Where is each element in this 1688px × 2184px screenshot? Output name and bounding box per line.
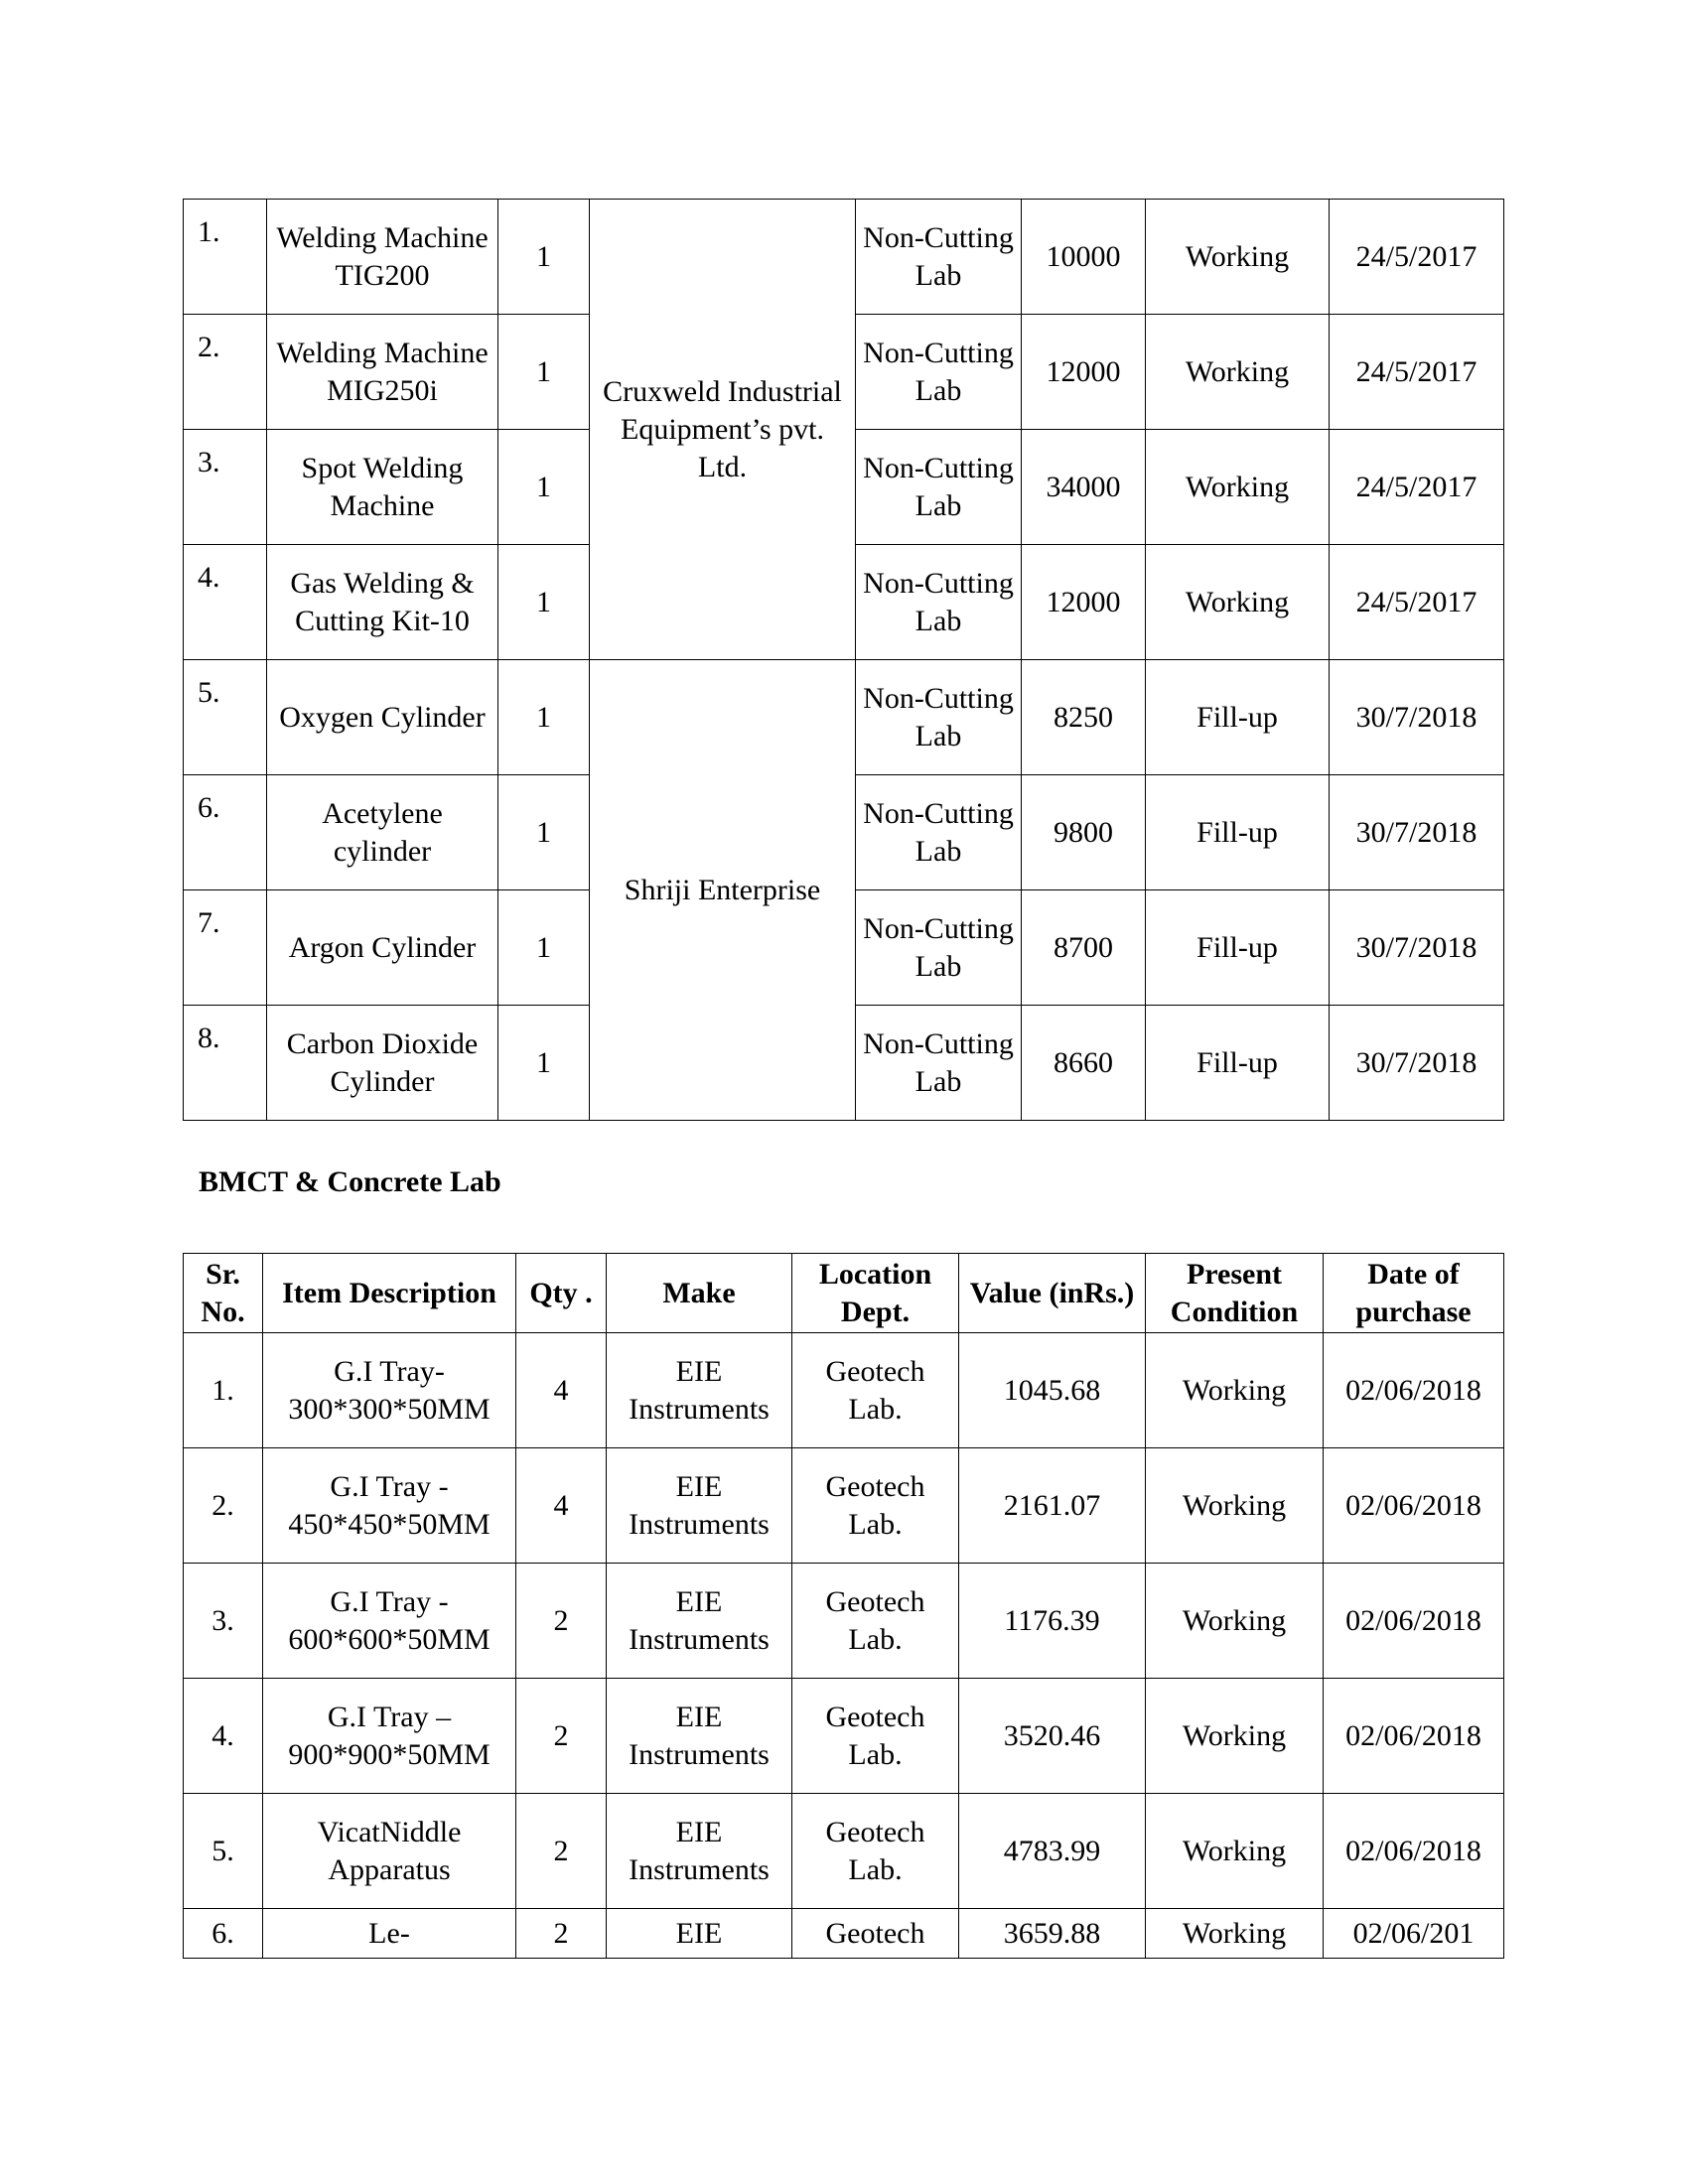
qty: 2 xyxy=(516,1679,607,1794)
header-location: Location Dept. xyxy=(792,1254,959,1333)
location: Non-Cutting Lab xyxy=(856,200,1022,315)
qty: 1 xyxy=(498,660,590,775)
sr-no: 1. xyxy=(184,1333,263,1448)
value: 1045.68 xyxy=(959,1333,1146,1448)
date: 30/7/2018 xyxy=(1330,890,1504,1006)
qty: 1 xyxy=(498,315,590,430)
item-description: Oxygen Cylinder xyxy=(267,660,498,775)
date: 30/7/2018 xyxy=(1330,1006,1504,1121)
item-description: Welding Machine TIG200 xyxy=(267,200,498,315)
qty: 1 xyxy=(498,890,590,1006)
location: Non-Cutting Lab xyxy=(856,890,1022,1006)
qty: 1 xyxy=(498,775,590,890)
table-row xyxy=(184,1909,1504,1959)
item-description: Gas Welding & Cutting Kit-10 xyxy=(267,545,498,660)
make: EIE xyxy=(607,1909,792,1959)
header-sr-no: Sr. No. xyxy=(184,1254,263,1333)
sr-no: 5. xyxy=(184,1794,263,1909)
item-description: G.I Tray - 450*450*50MM xyxy=(263,1448,516,1564)
condition: Fill-up xyxy=(1146,890,1330,1006)
equipment-table-non-cutting-lab xyxy=(183,199,1504,1121)
item-description: VicatNiddle Apparatus xyxy=(263,1794,516,1909)
sr-no: 2. xyxy=(184,1448,263,1564)
condition: Working xyxy=(1146,1794,1324,1909)
date: 24/5/2017 xyxy=(1330,315,1504,430)
qty: 1 xyxy=(498,430,590,545)
item-description: Le- xyxy=(263,1909,516,1959)
location: Non-Cutting Lab xyxy=(856,315,1022,430)
value: 3520.46 xyxy=(959,1679,1146,1794)
sr-no: 2. xyxy=(184,315,267,430)
qty: 2 xyxy=(516,1794,607,1909)
location: Non-Cutting Lab xyxy=(856,430,1022,545)
condition: Fill-up xyxy=(1146,775,1330,890)
condition: Working xyxy=(1146,1333,1324,1448)
sr-no: 4. xyxy=(184,545,267,660)
value: 8250 xyxy=(1022,660,1146,775)
location: Geotech Lab. xyxy=(792,1448,959,1564)
sr-no: 1. xyxy=(184,200,267,315)
condition: Working xyxy=(1146,200,1330,315)
item-description: Acetylene cylinder xyxy=(267,775,498,890)
date: 24/5/2017 xyxy=(1330,430,1504,545)
location: Geotech Lab. xyxy=(792,1333,959,1448)
qty: 2 xyxy=(516,1564,607,1679)
condition: Working xyxy=(1146,1564,1324,1679)
date: 02/06/2018 xyxy=(1324,1333,1504,1448)
location: Geotech Lab. xyxy=(792,1794,959,1909)
header-condition: Present Condition xyxy=(1146,1254,1324,1333)
location: Geotech xyxy=(792,1909,959,1959)
condition: Working xyxy=(1146,430,1330,545)
condition: Working xyxy=(1146,1448,1324,1564)
make: Cruxweld Industrial Equipment’s pvt. Ltd. xyxy=(590,200,856,660)
condition: Working xyxy=(1146,1909,1324,1959)
sr-no: 3. xyxy=(184,430,267,545)
table-header-row xyxy=(184,1254,1504,1333)
make: Shriji Enterprise xyxy=(590,660,856,1121)
header-make: Make xyxy=(607,1254,792,1333)
qty: 4 xyxy=(516,1448,607,1564)
value: 4783.99 xyxy=(959,1794,1146,1909)
location: Geotech Lab. xyxy=(792,1679,959,1794)
table-row xyxy=(184,1448,1504,1564)
sr-no: 4. xyxy=(184,1679,263,1794)
location: Non-Cutting Lab xyxy=(856,545,1022,660)
location: Non-Cutting Lab xyxy=(856,1006,1022,1121)
value: 8700 xyxy=(1022,890,1146,1006)
value: 12000 xyxy=(1022,545,1146,660)
sr-no: 3. xyxy=(184,1564,263,1679)
qty: 1 xyxy=(498,545,590,660)
condition: Working xyxy=(1146,1679,1324,1794)
make: EIE Instruments xyxy=(607,1794,792,1909)
sr-no: 7. xyxy=(184,890,267,1006)
location: Non-Cutting Lab xyxy=(856,660,1022,775)
make: EIE Instruments xyxy=(607,1448,792,1564)
date: 02/06/201 xyxy=(1324,1909,1504,1959)
value: 10000 xyxy=(1022,200,1146,315)
date: 02/06/2018 xyxy=(1324,1794,1504,1909)
make: EIE Instruments xyxy=(607,1333,792,1448)
item-description: Argon Cylinder xyxy=(267,890,498,1006)
value: 8660 xyxy=(1022,1006,1146,1121)
table-row xyxy=(184,200,1504,315)
date: 24/5/2017 xyxy=(1330,200,1504,315)
item-description: Spot Welding Machine xyxy=(267,430,498,545)
value: 3659.88 xyxy=(959,1909,1146,1959)
date: 24/5/2017 xyxy=(1330,545,1504,660)
section-heading: BMCT & Concrete Lab xyxy=(199,1165,501,1198)
condition: Fill-up xyxy=(1146,1006,1330,1121)
value: 34000 xyxy=(1022,430,1146,545)
table-row xyxy=(184,1679,1504,1794)
date: 02/06/2018 xyxy=(1324,1448,1504,1564)
table-row xyxy=(184,1333,1504,1448)
date: 02/06/2018 xyxy=(1324,1679,1504,1794)
equipment-table-bmct-concrete-lab xyxy=(183,1253,1504,1959)
value: 2161.07 xyxy=(959,1448,1146,1564)
qty: 4 xyxy=(516,1333,607,1448)
item-description: G.I Tray – 900*900*50MM xyxy=(263,1679,516,1794)
location: Geotech Lab. xyxy=(792,1564,959,1679)
qty: 2 xyxy=(516,1909,607,1959)
sr-no: 6. xyxy=(184,775,267,890)
table-row xyxy=(184,1564,1504,1679)
make: EIE Instruments xyxy=(607,1564,792,1679)
value: 9800 xyxy=(1022,775,1146,890)
item-description: Welding Machine MIG250i xyxy=(267,315,498,430)
date: 30/7/2018 xyxy=(1330,660,1504,775)
sr-no: 6. xyxy=(184,1909,263,1959)
location: Non-Cutting Lab xyxy=(856,775,1022,890)
sr-no: 5. xyxy=(184,660,267,775)
date: 30/7/2018 xyxy=(1330,775,1504,890)
qty: 1 xyxy=(498,200,590,315)
value: 12000 xyxy=(1022,315,1146,430)
date: 02/06/2018 xyxy=(1324,1564,1504,1679)
header-qty: Qty . xyxy=(516,1254,607,1333)
item-description: G.I Tray - 600*600*50MM xyxy=(263,1564,516,1679)
header-date: Date of purchase xyxy=(1324,1254,1504,1333)
header-value: Value (inRs.) xyxy=(959,1254,1146,1333)
table-row xyxy=(184,1794,1504,1909)
qty: 1 xyxy=(498,1006,590,1121)
item-description: G.I Tray- 300*300*50MM xyxy=(263,1333,516,1448)
condition: Working xyxy=(1146,315,1330,430)
table-row xyxy=(184,660,1504,775)
condition: Fill-up xyxy=(1146,660,1330,775)
header-item-description: Item Description xyxy=(263,1254,516,1333)
make: EIE Instruments xyxy=(607,1679,792,1794)
sr-no: 8. xyxy=(184,1006,267,1121)
value: 1176.39 xyxy=(959,1564,1146,1679)
item-description: Carbon Dioxide Cylinder xyxy=(267,1006,498,1121)
condition: Working xyxy=(1146,545,1330,660)
